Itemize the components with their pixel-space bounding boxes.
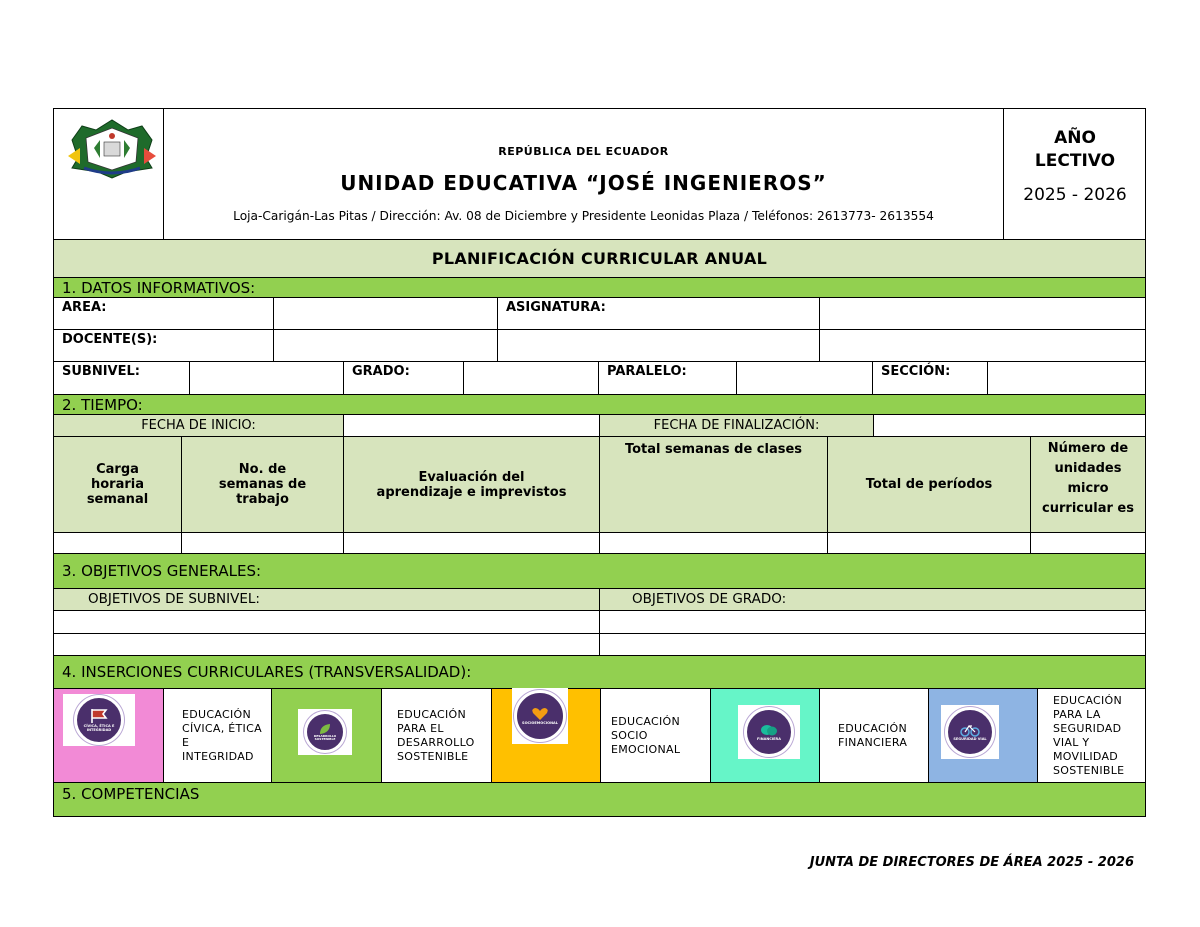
school-crest-logo [66, 118, 158, 180]
asignatura-label: ASIGNATURA: [497, 297, 820, 330]
evaluacion-header [343, 436, 600, 533]
docentes-field-3[interactable] [819, 329, 1146, 362]
leaf-icon [304, 711, 346, 753]
paralelo-label: PARALELO: [598, 361, 737, 395]
docentes-label: DOCENTE(S): [53, 329, 274, 362]
objetivos-grado-field-2[interactable] [599, 633, 1146, 656]
insercion-1-badge [63, 694, 135, 746]
unidades-header [1030, 436, 1146, 533]
school-address: Loja-Carigán-Las Pitas / Dirección: Av. 08 de Diciembre y Presidente Leonidas Plaza / Teléfonos: 2613773- 2613554 [233, 209, 934, 223]
year-label-2: LECTIVO [1034, 151, 1116, 171]
objetivos-grado-label: OBJETIVOS DE GRADO: [599, 588, 1146, 611]
evaluacion-text: Evaluación del aprendizaje e imprevistos [376, 469, 567, 500]
section-3-header: 3. OBJETIVOS GENERALES: [53, 553, 1146, 589]
insercion-5-label-text: EDUCACIÓN PARA LA SEGURIDAD VIAL Y MOVILIDAD SOSTENIBLE [1053, 693, 1125, 777]
footer-text: JUNTA DE DIRECTORES DE ÁREA 2025 - 2026 [809, 855, 1134, 870]
insercion-4-badge [738, 705, 800, 759]
unidades-text: Número de unidades micro curricular es [1042, 441, 1134, 516]
year-value: 2025 - 2026 [1023, 185, 1127, 205]
fecha-fin-field[interactable] [873, 414, 1146, 437]
flag-icon [74, 695, 124, 745]
insercion-3-badge-text: SOCIOEMOCIONAL [522, 721, 558, 725]
grado-field[interactable] [463, 361, 599, 395]
insercion-3-label-text: EDUCACIÓN SOCIO EMOCIONAL [611, 714, 681, 756]
subnivel-label: SUBNIVEL: [53, 361, 190, 395]
coins-icon [744, 707, 794, 757]
unidades-value[interactable] [1030, 532, 1146, 554]
total-periodos-header [827, 436, 1031, 533]
objetivos-subnivel-label: OBJETIVOS DE SUBNIVEL: [53, 588, 600, 611]
carga-horaria-header [53, 436, 182, 533]
semanas-trabajo-value[interactable] [181, 532, 344, 554]
total-semanas-value[interactable] [599, 532, 828, 554]
year-label-1: AÑO [1054, 128, 1096, 148]
objetivos-subnivel-field-1[interactable] [53, 610, 600, 634]
insercion-2-badge [298, 709, 352, 755]
total-periodos-text: Total de períodos [865, 477, 993, 492]
seccion-label: SECCIÓN: [872, 361, 988, 395]
subnivel-field[interactable] [189, 361, 344, 395]
grado-label: GRADO: [343, 361, 464, 395]
asignatura-field[interactable] [819, 297, 1146, 330]
semanas-trabajo-header [181, 436, 344, 533]
page-title: PLANIFICACIÓN CURRICULAR ANUAL [53, 239, 1146, 278]
insercion-2-badge-text: DESARROLLO SOSTENIBLE [313, 733, 337, 741]
insercion-1-label-text: EDUCACIÓN CÍVICA, ÉTICA E INTEGRIDAD [182, 707, 262, 763]
school-name: UNIDAD EDUCATIVA “JOSÉ INGENIEROS” [340, 171, 827, 195]
section-5-header: 5. COMPETENCIAS [53, 782, 1146, 817]
insercion-2-label [381, 688, 492, 783]
insercion-5-label [1037, 688, 1146, 783]
insercion-3-label [600, 688, 711, 783]
insercion-2-label-text: EDUCACIÓN PARA EL DESARROLLO SOSTENIBLE [397, 707, 475, 763]
section-1-header: 1. DATOS INFORMATIVOS: [53, 277, 1146, 298]
paralelo-field[interactable] [736, 361, 873, 395]
fecha-fin-label: FECHA DE FINALIZACIÓN: [599, 414, 874, 437]
seccion-field[interactable] [987, 361, 1146, 395]
total-semanas-header [599, 436, 828, 533]
republic-label: REPÚBLICA DEL ECUADOR [498, 144, 669, 158]
objetivos-grado-field-1[interactable] [599, 610, 1146, 634]
insercion-1-label [163, 688, 272, 783]
objetivos-subnivel-field-2[interactable] [53, 633, 600, 656]
insercion-1-badge-text: CÍVICA, ÉTICA E INTEGRIDAD [83, 724, 115, 732]
bicycle-icon [945, 707, 995, 757]
total-periodos-value[interactable] [827, 532, 1031, 554]
fecha-inicio-field[interactable] [343, 414, 600, 437]
total-semanas-text: Total semanas de clases [624, 442, 803, 457]
docentes-field[interactable] [273, 329, 498, 362]
insercion-4-label-text: EDUCACIÓN FINANCIERA [838, 721, 908, 749]
heart-hands-icon [514, 690, 566, 742]
insercion-5-badge [941, 705, 999, 759]
carga-horaria-value[interactable] [53, 532, 182, 554]
insercion-4-label [819, 688, 929, 783]
carga-horaria-text: Carga horaria semanal [86, 462, 149, 507]
area-label: AREA: [53, 297, 274, 330]
insercion-4-badge-text: FINANCIERA [757, 737, 781, 741]
fecha-inicio-label: FECHA DE INICIO: [53, 414, 344, 437]
section-2-header: 2. TIEMPO: [53, 394, 1146, 415]
semanas-trabajo-text: No. de semanas de trabajo [218, 462, 307, 507]
section-4-header: 4. INSERCIONES CURRICULARES (TRANSVERSALIDAD): [53, 655, 1146, 689]
docentes-field-2[interactable] [497, 329, 820, 362]
evaluacion-value[interactable] [343, 532, 600, 554]
insercion-5-badge-text: SEGURIDAD VIAL [953, 737, 987, 741]
insercion-3-badge [512, 688, 568, 744]
area-field[interactable] [273, 297, 498, 330]
